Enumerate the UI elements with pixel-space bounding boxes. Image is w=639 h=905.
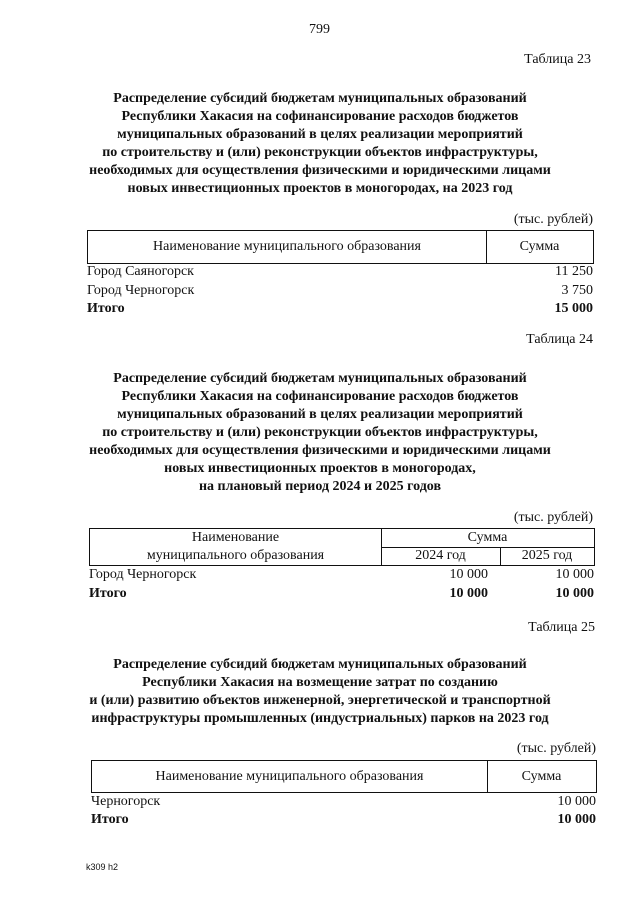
row-name: Черногорск	[91, 794, 161, 809]
table-25-title	[40, 656, 600, 728]
table-row	[91, 793, 596, 811]
title-line: Распределение субсидий бюджетам муниципальных образований	[113, 657, 527, 672]
row-sum: 10 000	[557, 794, 596, 809]
table-25-header	[91, 760, 597, 793]
row-name: Город Черногорск	[89, 567, 197, 582]
table-24-title	[40, 370, 600, 496]
table-23-header	[87, 230, 594, 264]
table-total-row	[87, 300, 593, 318]
row-value-2025: 10 000	[555, 567, 594, 582]
title-line: Республики Хакасия на возмещение затрат по созданию	[142, 675, 498, 690]
table-25-label: Таблица 25	[528, 620, 595, 635]
col-name-header: Наименование муниципального образования	[153, 239, 421, 254]
row-sum: 3 750	[561, 283, 593, 298]
row-sum: 11 250	[555, 264, 593, 279]
title-line: Республики Хакасия на софинансирование расходов бюджетов	[121, 109, 519, 124]
col-name-header	[90, 529, 381, 565]
col-2025-header: 2025 год	[521, 548, 573, 563]
title-line: и (или) развитию объектов инженерной, энергетической и транспортной	[89, 693, 551, 708]
title-line: необходимых для осуществления физическими и юридическими лицами	[89, 163, 551, 178]
title-line: на плановый период 2024 и 2025 годов	[198, 479, 442, 494]
title-line: новых инвестиционных проектов в моногородах, на 2023 год	[127, 181, 513, 196]
title-line: необходимых для осуществления физическими и юридическими лицами	[89, 443, 551, 458]
row-name: Город Черногорск	[87, 283, 195, 298]
table-25-units: (тыс. рублей)	[516, 741, 596, 756]
table-24-label: Таблица 24	[526, 332, 593, 347]
title-line: по строительству и (или) реконструкции объектов инфраструктуры,	[102, 425, 538, 440]
total-value-2024: 10 000	[449, 586, 488, 601]
row-name: Город Саяногорск	[87, 264, 194, 279]
table-23-units: (тыс. рублей)	[513, 212, 593, 227]
total-sum: 10 000	[557, 812, 596, 827]
col-name-line: Наименование	[191, 530, 280, 545]
title-line: Распределение субсидий бюджетам муниципальных образований	[113, 91, 527, 106]
footer-code: k309 h2	[86, 862, 119, 872]
col-sum-header: Сумма	[521, 768, 562, 784]
title-line: новых инвестиционных проектов в моногородах,	[164, 461, 476, 476]
title-line: инфраструктуры промышленных (индустриальных) парков на 2023 год	[91, 711, 549, 726]
total-value-2025: 10 000	[555, 586, 594, 601]
table-row	[89, 566, 594, 584]
col-sum-header: Сумма	[467, 530, 508, 545]
table-total-row	[89, 585, 594, 603]
table-row	[87, 282, 593, 300]
title-line: Распределение субсидий бюджетам муниципальных образований	[113, 371, 527, 386]
table-24-header	[89, 528, 595, 566]
title-line: Республики Хакасия на софинансирование расходов бюджетов	[121, 389, 519, 404]
col-2024-header: 2024 год	[415, 548, 466, 563]
title-line: по строительству и (или) реконструкции объектов инфраструктуры,	[102, 145, 538, 160]
title-line: муниципальных образований в целях реализации мероприятий	[117, 407, 523, 422]
table-row	[87, 263, 593, 281]
total-label: Итого	[87, 301, 125, 316]
title-line: муниципальных образований в целях реализации мероприятий	[117, 127, 523, 142]
table-23-label: Таблица 23	[524, 52, 591, 67]
total-label: Итого	[91, 812, 129, 827]
col-name-header: Наименование муниципального образования	[155, 768, 424, 784]
total-label: Итого	[89, 586, 127, 601]
page-number: 799	[309, 22, 330, 37]
col-sum-header: Сумма	[519, 239, 560, 254]
total-sum: 15 000	[554, 301, 593, 316]
col-name-line: муниципального образования	[146, 548, 325, 563]
table-23-title	[40, 90, 600, 198]
table-total-row	[91, 811, 596, 829]
row-value-2024: 10 000	[449, 567, 488, 582]
table-24-units: (тыс. рублей)	[513, 510, 593, 525]
